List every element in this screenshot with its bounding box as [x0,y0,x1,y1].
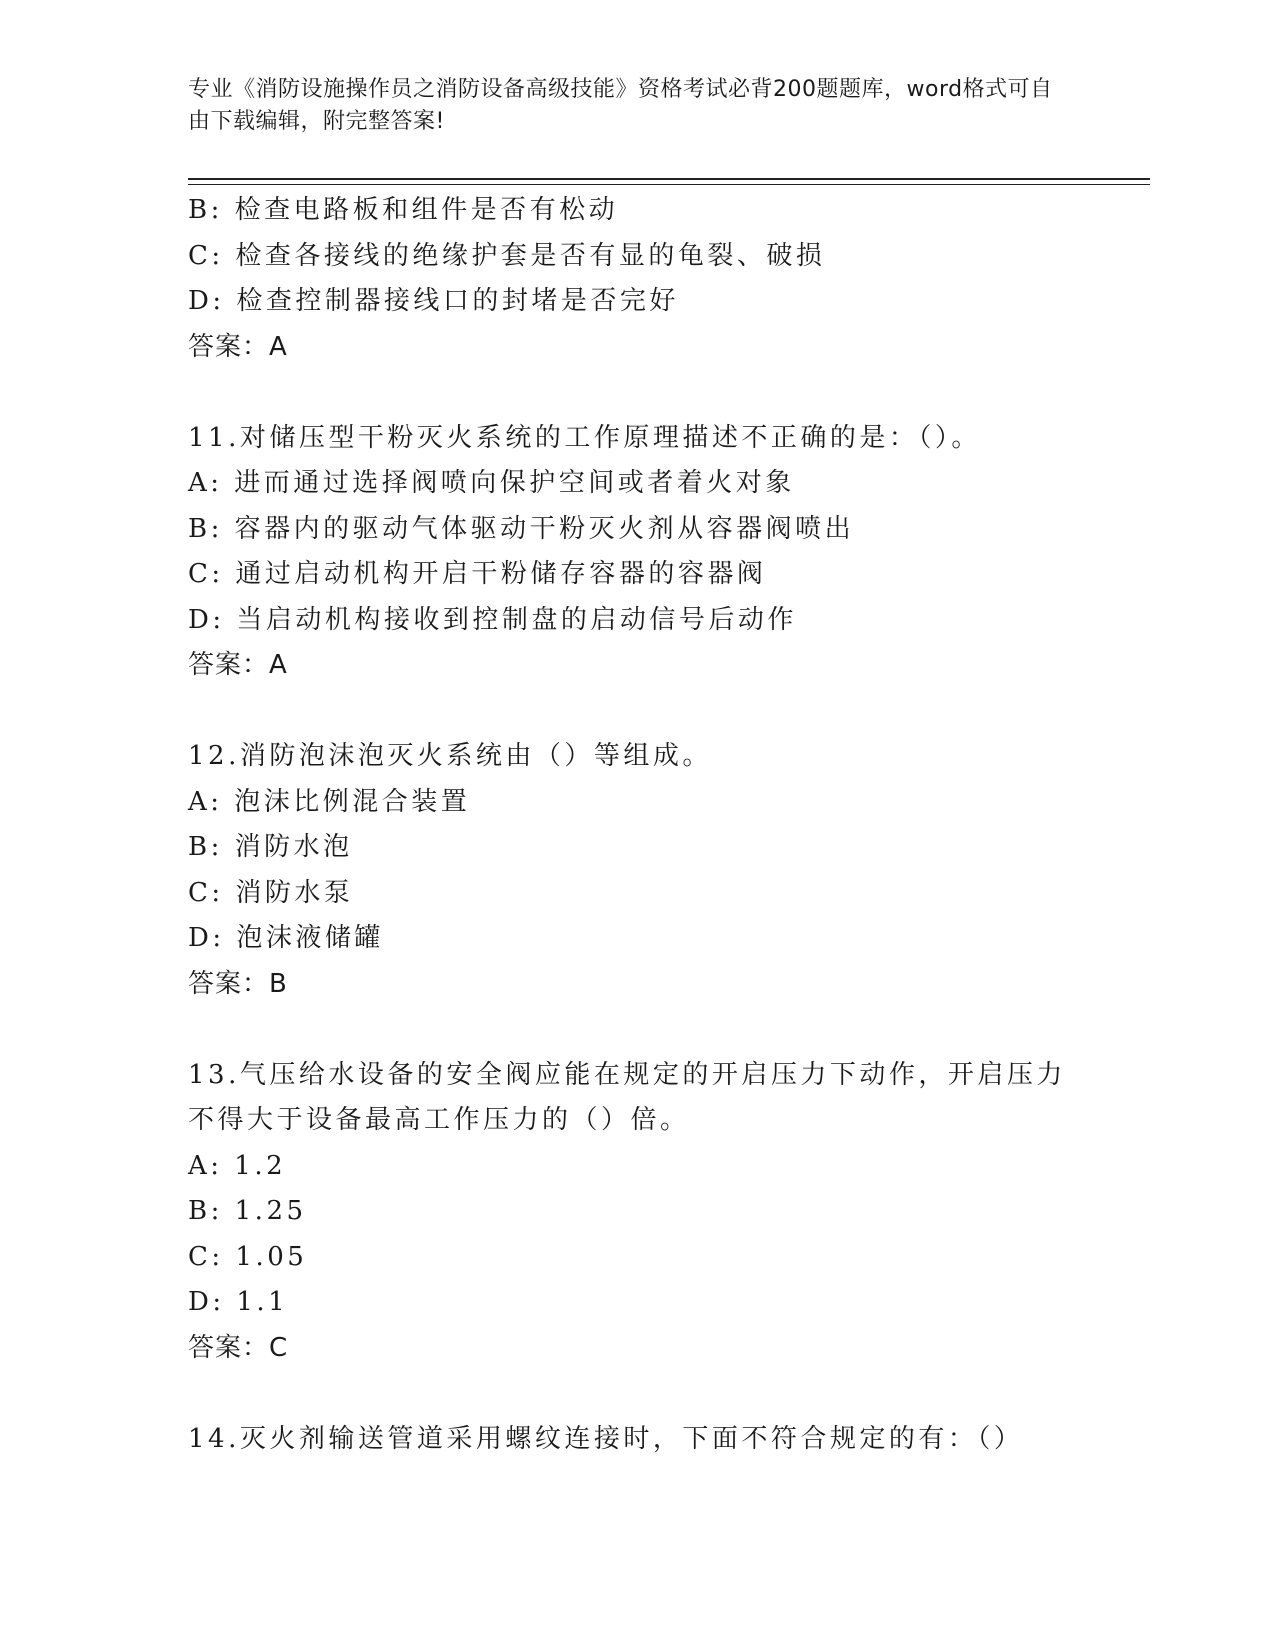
question-text: 12.消防泡沫泡灭火系统由（）等组成。 [188,741,712,771]
option-d: D: 检查控制器接线口的封堵是否完好 [188,286,679,316]
option-c: C: 1.05 [188,1241,308,1272]
question-14 [188,1417,1088,1463]
option-a: A: 1.2 [188,1150,287,1181]
option-b: B: 消防水泡 [188,832,353,862]
question-list [188,188,1088,1462]
option-b: B: 检查电路板和组件是否有松动 [188,195,619,225]
question-10-tail [188,188,1088,370]
question-12 [188,734,1088,1007]
header-rule-thin [188,184,1150,185]
option-b: B: 容器内的驱动气体驱动干粉灭火剂从容器阀喷出 [188,513,855,544]
option-a: A: 泡沫比例混合装置 [188,786,471,817]
question-13 [188,1053,1088,1372]
option-c: C: 消防水泵 [188,877,354,908]
question-text: 14.灭火剂输送管道采用螺纹连接时，下面不符合规定的有：（） [188,1423,1024,1454]
question-text: 11.对储压型干粉灭火系统的工作原理描述不正确的是：（）。 [188,422,981,453]
question-text: 13.气压给水设备的安全阀应能在规定的开启压力下动作，开启压力不得大于设备最高工作压力的（）倍。 [188,1059,1066,1135]
header-rule-thick [188,178,1150,180]
option-b: B: 1.25 [188,1196,307,1226]
option-a: A: 进而通过选择阀喷向保护空间或者着火对象 [188,468,795,498]
document-header: 专业《消防设施操作员之消防设备高级技能》资格考试必背200题题库，word格式可自由下载编辑，附完整答案! [188,77,1053,134]
answer-line: 答案：A [188,331,288,362]
answer-line: 答案：A [188,650,288,680]
option-d: D: 当启动机构接收到控制盘的启动信号后动作 [188,604,797,635]
option-d: D: 1.1 [188,1287,289,1317]
answer-line: 答案：B [188,968,288,999]
answer-line: 答案：C [188,1332,289,1363]
option-c: C: 通过启动机构开启干粉储存容器的容器阀 [188,559,767,589]
question-11 [188,416,1088,689]
option-c: C: 检查各接线的绝缘护套是否有显的龟裂、破损 [188,240,826,271]
option-d: D: 泡沫液储罐 [188,923,384,953]
